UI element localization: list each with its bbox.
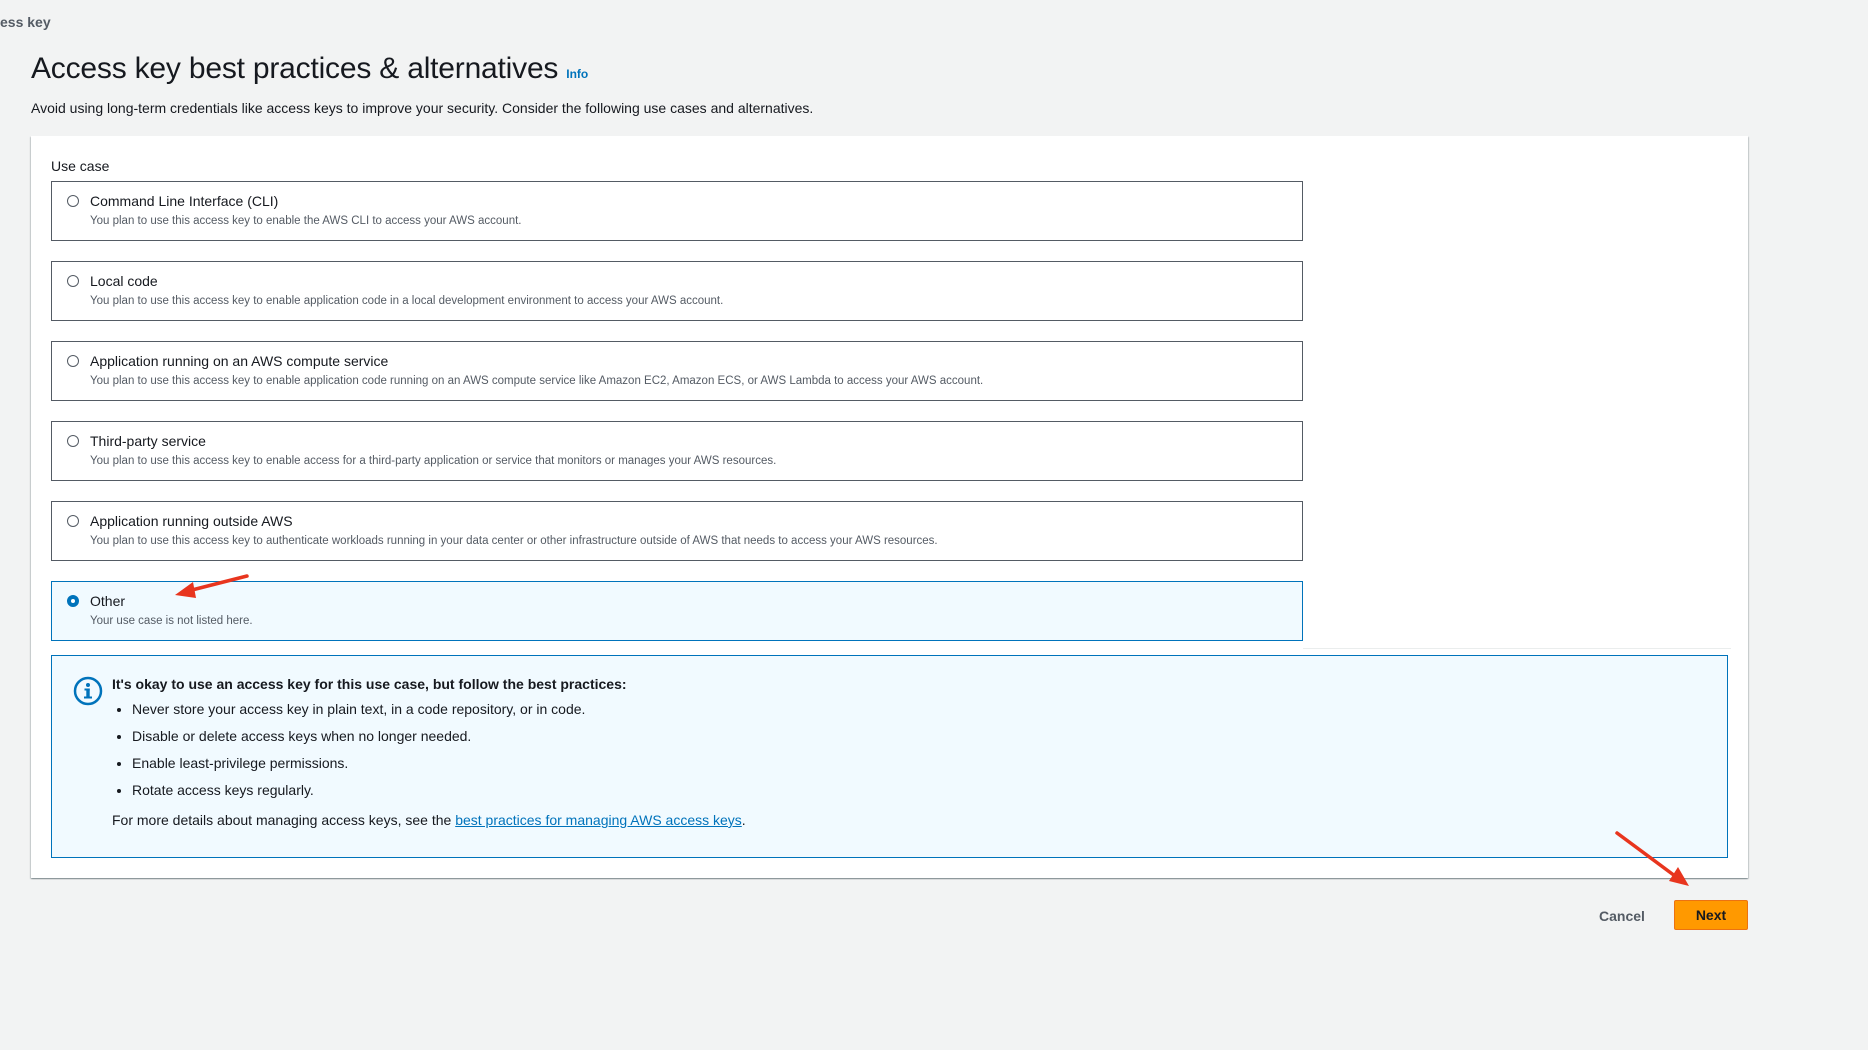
radio-button[interactable] [67, 195, 79, 207]
info-icon [73, 676, 103, 706]
best-practices-list [112, 700, 746, 799]
info-link[interactable]: Info [566, 67, 589, 81]
use-case-option-outside-aws[interactable] [51, 501, 1303, 561]
option-description: You plan to use this access key to enable application code in a local development environment to access your AWS account. [90, 295, 724, 307]
alert-footer-text: For more details about managing access keys, see the [112, 812, 456, 828]
divider [1303, 648, 1731, 649]
list-item: • Never store your access key in plain text, in a code repository, or in code. [132, 700, 746, 718]
option-description: You plan to use this access key to authenticate workloads running in your data center or other infrastructure outside of AWS that needs to access your AWS resources. [90, 535, 938, 547]
option-description: Your use case is not listed here. [90, 615, 253, 627]
alert-footer [112, 812, 746, 828]
option-description: You plan to use this access key to enable the AWS CLI to access your AWS account. [90, 215, 522, 227]
list-item: • Rotate access keys regularly. [132, 781, 746, 799]
option-title: Command Line Interface (CLI) [90, 193, 279, 209]
next-button[interactable]: Next [1674, 900, 1748, 930]
breadcrumb-current: ess key [0, 14, 51, 30]
option-title: Local code [90, 273, 158, 289]
radio-button[interactable] [67, 435, 79, 447]
option-description: You plan to use this access key to enable application code running on an AWS compute service like Amazon EC2, Amazon ECS, or AWS Lambda to access your AWS account. [90, 375, 984, 387]
radio-button[interactable] [67, 355, 79, 367]
use-case-option-local-code[interactable] [51, 261, 1303, 321]
list-item: • Disable or delete access keys when no longer needed. [132, 727, 746, 745]
alert-content [112, 676, 746, 828]
use-case-option-other[interactable] [51, 581, 1303, 641]
option-title: Third-party service [90, 433, 206, 449]
page-description: Avoid using long-term credentials like access keys to improve your security. Consider the following use cases and alternatives. [31, 100, 814, 116]
page-header [31, 52, 1731, 116]
use-case-panel [31, 136, 1748, 878]
radio-button[interactable] [67, 275, 79, 287]
option-title: Other [90, 593, 126, 609]
info-alert [51, 655, 1728, 858]
option-description: You plan to use this access key to enable access for a third-party application or service that monitors or manages your AWS resources. [90, 455, 777, 467]
option-title: Application running outside AWS [90, 513, 293, 529]
best-practices-link[interactable]: best practices for managing AWS access keys [455, 812, 742, 828]
use-case-option-third-party[interactable] [51, 421, 1303, 481]
cancel-button[interactable]: Cancel [1585, 902, 1659, 930]
list-item: • Enable least-privilege permissions. [132, 754, 746, 772]
page-title-row [31, 52, 1731, 86]
option-title: Application running on an AWS compute service [90, 353, 389, 369]
radio-button[interactable] [67, 515, 79, 527]
page-title: Access key best practices & alternatives [31, 52, 559, 85]
alert-heading: It's okay to use an access key for this use case, but follow the best practices: [112, 676, 627, 692]
alert-footer-suffix: . [741, 812, 746, 828]
use-case-option-aws-compute[interactable] [51, 341, 1303, 401]
radio-button-selected[interactable] [67, 595, 79, 607]
use-case-option-cli[interactable] [51, 181, 1303, 241]
use-case-label: Use case [51, 158, 110, 174]
